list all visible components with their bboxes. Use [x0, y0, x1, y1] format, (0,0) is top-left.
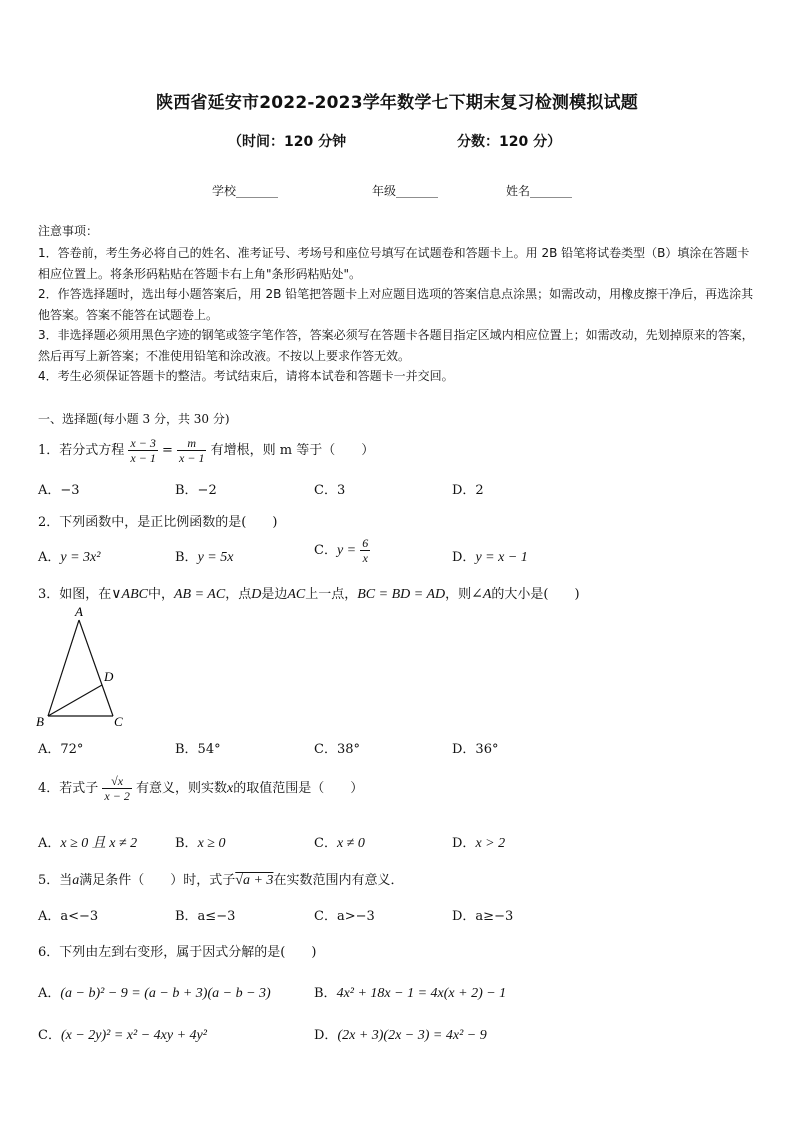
- question-3-text: 上一点，: [305, 587, 358, 602]
- option-c: [38, 1024, 207, 1044]
- math-symbol: a: [72, 873, 80, 888]
- option-b: [175, 832, 225, 852]
- question-3-text: 3．如图，在: [38, 587, 112, 602]
- denominator: x − 1: [130, 451, 156, 465]
- question-3-text: ，则: [445, 587, 472, 602]
- vertex-label-d: D: [104, 669, 114, 684]
- question-3-text: 的大小是( ): [491, 587, 580, 602]
- side-ab: [48, 620, 79, 716]
- question-3-text: ，点: [225, 587, 252, 602]
- option-letter: B．: [314, 986, 337, 1001]
- option-letter: C．: [38, 1028, 61, 1043]
- numerator: x − 3: [130, 436, 156, 450]
- vertex-label-a: A: [75, 604, 83, 619]
- option-letter: A．: [38, 986, 61, 1001]
- note-item: 4．考生必须保证答题卡的整洁。考试结束后，请将本试卷和答题卡一并交回。: [38, 369, 454, 383]
- option-expression: x > 2: [475, 836, 506, 851]
- grade-field: 年级_______: [372, 184, 439, 198]
- math-symbol: AB = AC: [174, 587, 226, 602]
- denominator: x − 2: [104, 789, 130, 803]
- denominator: x: [362, 551, 368, 565]
- option-expression: y = 5x: [197, 550, 234, 565]
- option-letter: B．: [175, 550, 198, 565]
- option-expression: x ≥ 0 且 x ≠ 2: [60, 836, 138, 851]
- option-a: A．72°: [38, 742, 84, 757]
- numerator: √x: [102, 774, 131, 789]
- question-4-text: 有意义，则实数: [136, 781, 228, 796]
- option-d: [452, 546, 528, 566]
- option-c: C．3: [314, 483, 346, 498]
- option-c: [314, 536, 370, 565]
- total-score: 分数：120 分）: [457, 134, 562, 150]
- option-b: B．54°: [175, 742, 221, 757]
- option-c: C．a>−3: [314, 909, 375, 924]
- numerator: m: [177, 436, 206, 451]
- option-letter: C．: [314, 836, 337, 851]
- denominator: x − 1: [179, 451, 205, 465]
- fraction: [102, 774, 131, 803]
- option-expression: (a − b)² − 9 = (a − b + 3)(a − b − 3): [60, 986, 271, 1001]
- option-d: D．a≥−3: [452, 909, 514, 924]
- option-letter: D．: [314, 1028, 338, 1043]
- option-expression: y = x − 1: [475, 550, 528, 565]
- math-symbol: x: [227, 781, 234, 796]
- option-b: B．−2: [175, 483, 217, 498]
- equals-sign: =: [162, 443, 173, 458]
- option-letter: A．: [38, 836, 61, 851]
- triangle-figure: [34, 602, 134, 732]
- option-d: D．2: [452, 483, 484, 498]
- vertex-label-c: C: [114, 714, 123, 729]
- option-d: [314, 1024, 487, 1044]
- fraction: [177, 436, 206, 465]
- section-title: 一、选择题(每小题 3 分，共 30 分): [38, 412, 230, 426]
- option-b: [175, 546, 233, 566]
- option-a: A．−3: [38, 483, 80, 498]
- question-1-stem: [38, 436, 374, 465]
- vertex-label-b: B: [36, 714, 44, 729]
- option-expression: (x − 2y)² = x² − 4xy + 4y²: [60, 1028, 207, 1043]
- option-letter: D．: [452, 836, 476, 851]
- math-symbol: ∨ABC: [111, 587, 148, 602]
- option-a: A．a<−3: [38, 909, 99, 924]
- question-5-stem: [38, 869, 403, 889]
- question-4-text: 4．若式子: [38, 781, 99, 796]
- option-expression: y =: [336, 543, 357, 558]
- option-letter: A．: [38, 550, 61, 565]
- name-field: 姓名_______: [506, 184, 573, 198]
- question-5-text: 在实数范围内有意义．: [273, 873, 404, 888]
- option-letter: C．: [314, 543, 337, 558]
- question-5-text: 5．当: [38, 873, 73, 888]
- math-symbol: ∠A: [471, 587, 492, 602]
- question-3-text: 是边: [261, 587, 288, 602]
- option-c: [314, 832, 365, 852]
- numerator: 6: [362, 536, 369, 550]
- question-2-stem: 2．下列函数中，是正比例函数的是( ): [38, 515, 278, 530]
- option-d: D．36°: [452, 742, 499, 757]
- question-6-stem: 6．下列由左到右变形，属于因式分解的是( ): [38, 945, 317, 960]
- math-symbol: AC: [287, 587, 306, 602]
- option-expression: x ≥ 0: [197, 836, 226, 851]
- school-field: 学校_______: [212, 184, 279, 198]
- fraction: [128, 436, 157, 465]
- notes-heading: 注意事项：: [38, 224, 99, 238]
- question-4-stem: [38, 774, 363, 803]
- option-a: [38, 546, 100, 566]
- question-4-text: 的取值范围是（ ）: [233, 781, 364, 796]
- option-b: B．a≤−3: [175, 909, 236, 924]
- note-item: 3．非选择题必须用黑色字迹的钢笔或签字笔作答，答案必须写在答题卡各题目指定区域内相应位置上；如需改动，先划掉原来的答案，然后再写上新答案；不准使用铅笔和涂改液。不按以上要求作答无效。: [38, 328, 754, 363]
- option-expression: 4x² + 18x − 1 = 4x(x + 2) − 1: [336, 986, 507, 1001]
- math-symbol: BC = BD = AD: [357, 587, 446, 602]
- question-1-text: 1．若分式方程: [38, 443, 125, 458]
- option-a: [38, 832, 137, 852]
- fraction: [360, 536, 370, 565]
- option-letter: D．: [452, 550, 476, 565]
- side-ac: [79, 620, 113, 716]
- question-1-text: 有增根，则 m 等于（ ）: [210, 443, 375, 458]
- time-limit: （时间：120 分钟: [228, 134, 347, 150]
- question-3-text: 中，: [147, 587, 174, 602]
- radical-expression: √a + 3: [235, 873, 274, 888]
- option-a: [38, 982, 271, 1002]
- option-letter: B．: [175, 836, 198, 851]
- question-5-text: 满足条件（ ）时，式子: [79, 873, 236, 888]
- option-expression: (2x + 3)(2x − 3) = 4x² − 9: [337, 1028, 487, 1043]
- option-expression: x ≠ 0: [336, 836, 365, 851]
- option-b: [314, 982, 506, 1002]
- option-d: [452, 832, 505, 852]
- exam-title: 陕西省延安市2022-2023学年数学七下期末复习检测模拟试题: [156, 93, 638, 113]
- option-c: C．38°: [314, 742, 360, 757]
- option-expression: y = 3x²: [60, 550, 101, 565]
- note-item: 2．作答选择题时，选出每小题答案后，用 2B 铅笔把答题卡上对应题目选项的答案信息点涂黑；如需改动，用橡皮擦干净后，再选涂其他答案。答案不能答在试题卷上。: [38, 287, 754, 322]
- note-item: 1．答卷前，考生务必将自己的姓名、准考证号、考场号和座位号填写在试题卷和答题卡上。用 2B 铅笔将试卷类型（B）填涂在答题卡相应位置上。将条形码粘贴在答题卡右上角"条形码粘贴处"。: [38, 246, 750, 281]
- question-3-stem: [38, 583, 580, 603]
- math-symbol: D: [251, 587, 262, 602]
